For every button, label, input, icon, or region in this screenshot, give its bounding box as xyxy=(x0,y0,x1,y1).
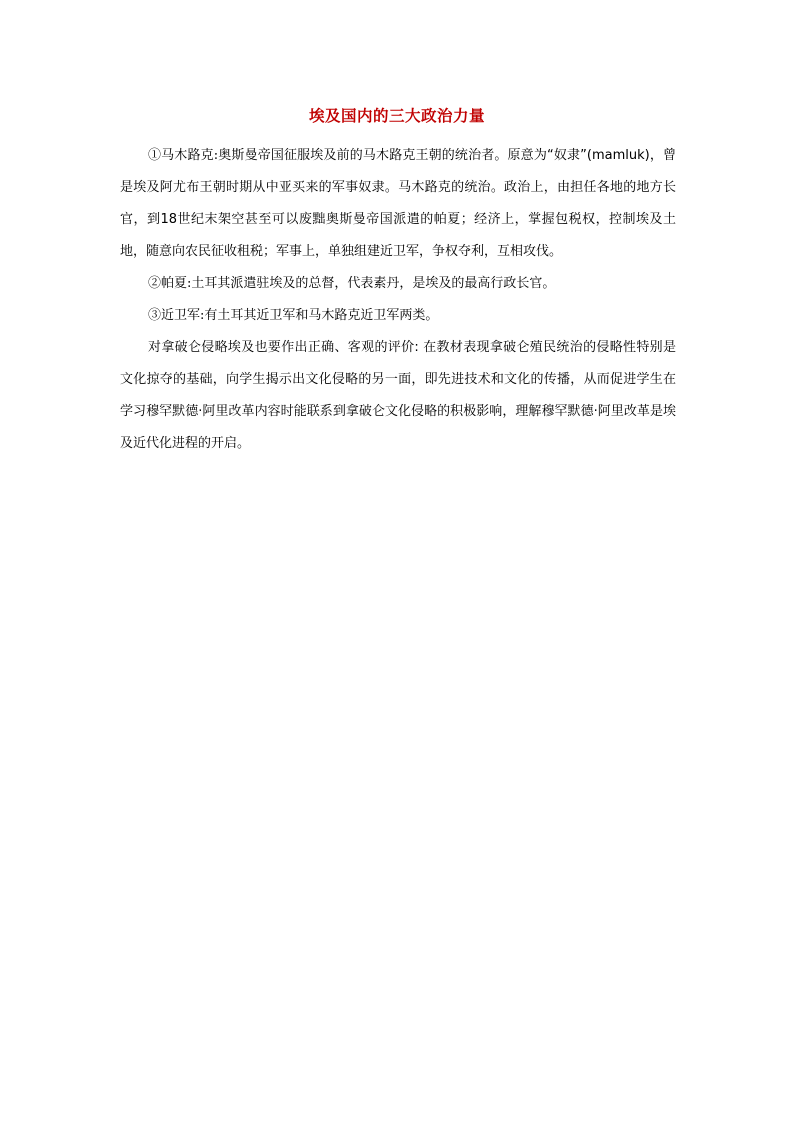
paragraph-mamluk xyxy=(120,140,676,268)
paragraph-text: 土耳其派遣驻埃及的总督，代表素丹，是埃及的最高行政长官。 xyxy=(191,276,556,291)
paragraph-text: 对拿破仑侵略埃及也要作出正确、客观的评价: 在教材表现拿破仑殖民统治的侵略性特别是文化掠夺的基础，向学生揭示出文化侵略的另一面，即先进技术和文化的传播，从而促进学生在学习穆罕默德·阿里改革内容时能联系到拿破仑文化侵略的积极影响，理解穆罕默德·阿里改革是埃及近代化进程的开启。 xyxy=(120,340,676,451)
paragraph-label: ①马木路克: xyxy=(148,148,219,163)
paragraph-text: 奥斯曼帝国征服埃及前的马木路克王朝的统治者。原意为“奴隶”(mamluk)，曾是埃及阿尤布王朝时期从中亚买来的军事奴隶。马木路克的统治。政治上，由担任各地的地方长官，到18世纪末架空甚至可以废黜奥斯曼帝国派遣的帕夏；经济上，掌握包税权，控制埃及土地，随意向农民征收租税；军事上，单独组建近卫军，争权夺利，互相攻伐。 xyxy=(120,148,676,259)
paragraph-pasha xyxy=(120,268,676,300)
paragraph-label: ③近卫军: xyxy=(148,308,205,323)
paragraph-label: ②帕夏: xyxy=(148,276,192,291)
document-body xyxy=(120,140,676,460)
paragraph-text: 有土耳其近卫军和马木路克近卫军两类。 xyxy=(204,308,439,323)
page-title: 埃及国内的三大政治力量 xyxy=(308,106,485,125)
paragraph-evaluation xyxy=(120,332,676,460)
paragraph-guards xyxy=(120,300,676,332)
